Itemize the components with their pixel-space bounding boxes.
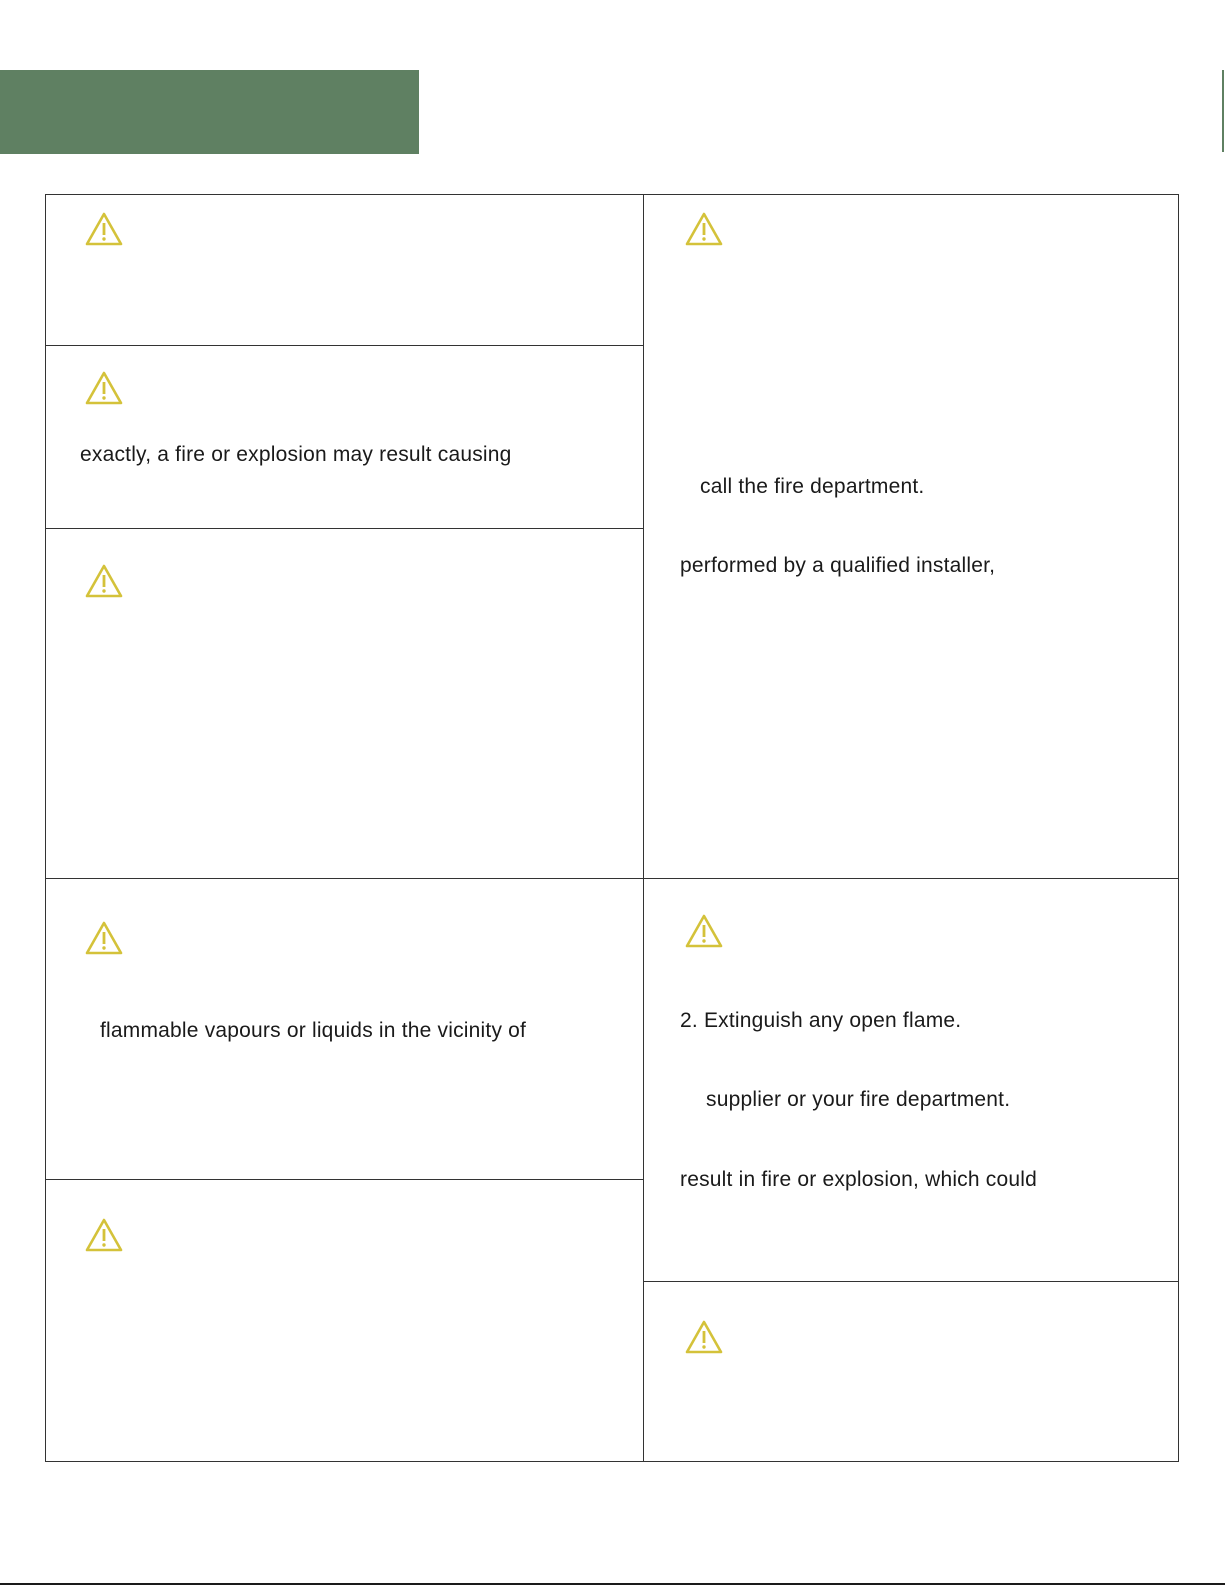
warnings-table bbox=[45, 194, 1179, 1462]
left-divider-2 bbox=[45, 528, 644, 529]
warning-triangle-icon bbox=[684, 913, 724, 949]
warning-triangle-icon bbox=[84, 211, 124, 247]
left-divider-1 bbox=[45, 345, 644, 346]
warning-text-line: performed by a qualified installer, bbox=[680, 554, 996, 577]
warning-triangle-icon bbox=[84, 370, 124, 406]
warning-text-line: 2. Extinguish any open flame. bbox=[680, 1009, 962, 1032]
warning-triangle-icon bbox=[684, 1319, 724, 1355]
header-edge-marker bbox=[1222, 70, 1224, 152]
column-divider bbox=[643, 194, 644, 1462]
warning-text-line: call the fire department. bbox=[700, 475, 925, 498]
warning-text-line: exactly, a fire or explosion may result causing bbox=[80, 443, 512, 466]
header-band bbox=[0, 70, 419, 154]
warning-triangle-icon bbox=[84, 563, 124, 599]
warning-text-line: flammable vapours or liquids in the vicinity of bbox=[100, 1019, 527, 1042]
warning-triangle-icon bbox=[84, 1217, 124, 1253]
row-divider bbox=[45, 878, 1179, 879]
left-divider-3 bbox=[45, 1179, 644, 1180]
warning-text-line: supplier or your fire department. bbox=[706, 1088, 1011, 1111]
right-divider-1 bbox=[643, 1281, 1179, 1282]
warning-text-line: result in fire or explosion, which could bbox=[680, 1168, 1038, 1191]
warning-triangle-icon bbox=[684, 211, 724, 247]
warning-triangle-icon bbox=[84, 920, 124, 956]
